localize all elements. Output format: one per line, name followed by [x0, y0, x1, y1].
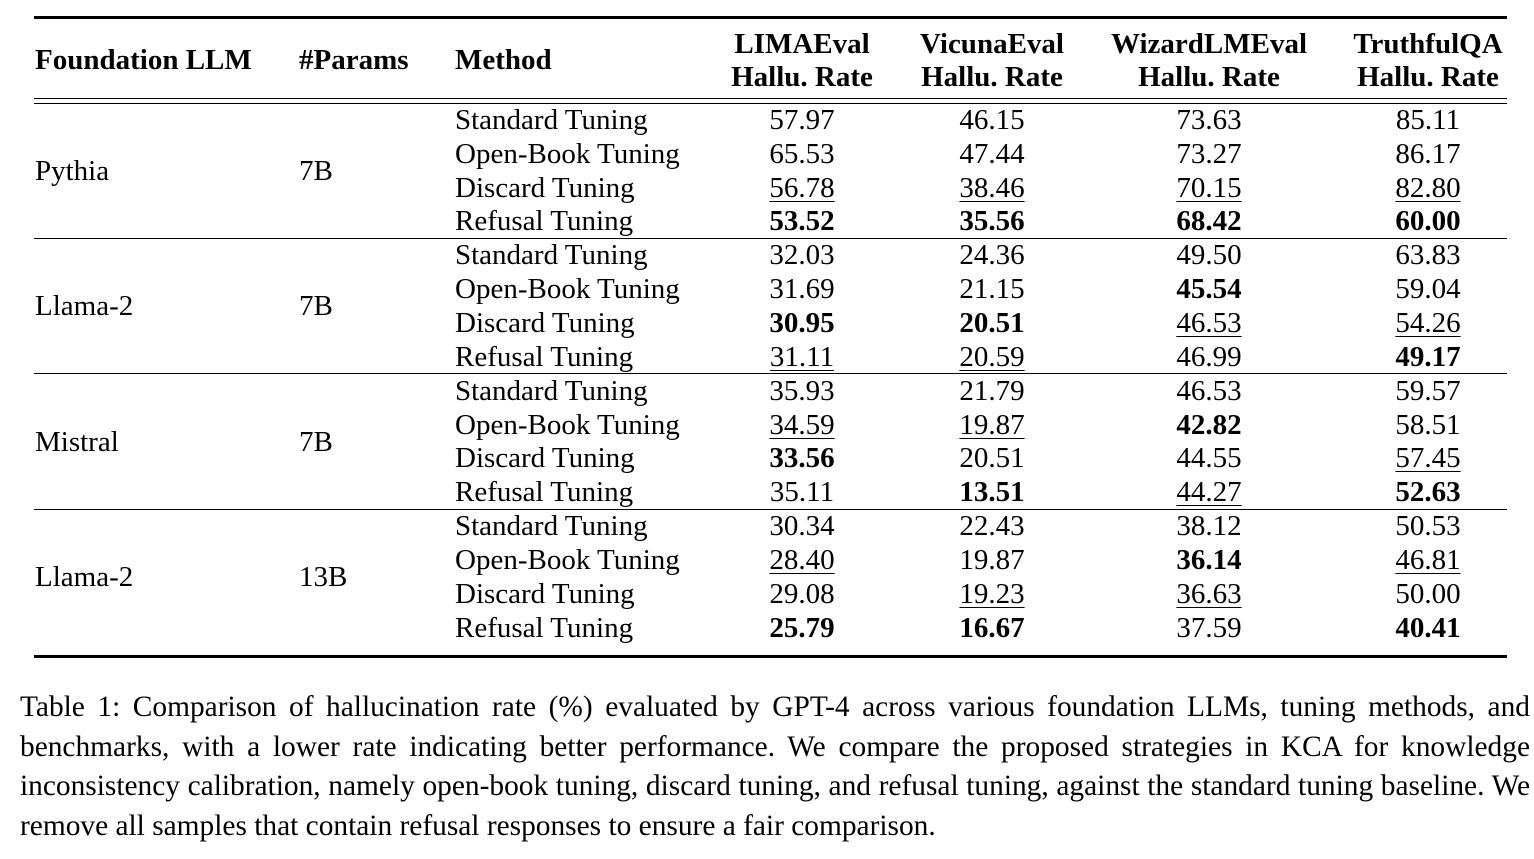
value-truthful: 50.53: [1395, 510, 1461, 543]
param-count: 7B: [299, 290, 333, 323]
value-wizard: 37.59: [1176, 611, 1242, 644]
header-wizardlmeval-line2: Hallu. Rate: [1138, 61, 1280, 93]
value-wizard: 70.15: [1176, 171, 1242, 204]
header-limaeval: [720, 28, 884, 94]
value-wizard: 46.53: [1176, 374, 1242, 407]
value-wizard: 46.99: [1176, 340, 1242, 373]
method-name: Standard Tuning: [455, 239, 648, 272]
value-wizard: 68.42: [1176, 205, 1242, 238]
value-lima: 31.11: [769, 340, 835, 373]
value-wizard: 44.27: [1176, 476, 1242, 509]
table-bottom-rule: [34, 655, 1507, 658]
model-name: Mistral: [35, 425, 119, 458]
value-vicuna: 46.15: [959, 104, 1025, 136]
value-truthful: 82.80: [1395, 171, 1461, 204]
value-truthful: 59.04: [1395, 273, 1461, 306]
value-truthful: 60.00: [1395, 205, 1461, 238]
value-vicuna: 13.51: [959, 476, 1025, 509]
value-vicuna: 19.23: [959, 577, 1025, 610]
value-lima: 33.56: [769, 442, 835, 475]
value-vicuna: 35.56: [959, 205, 1025, 238]
value-truthful: 58.51: [1395, 408, 1461, 441]
value-truthful: 52.63: [1395, 476, 1461, 509]
value-truthful: 50.00: [1395, 577, 1461, 610]
value-lima: 28.40: [769, 544, 835, 576]
value-vicuna: 47.44: [959, 137, 1025, 170]
value-lima: 34.59: [769, 408, 835, 441]
value-vicuna: 20.51: [959, 307, 1025, 339]
value-lima: 65.53: [769, 137, 835, 170]
value-wizard: 46.53: [1176, 307, 1242, 339]
table-top-rule: [34, 16, 1507, 19]
value-truthful: 54.26: [1395, 307, 1461, 339]
value-wizard: 45.54: [1176, 273, 1242, 306]
method-name: Open-Book Tuning: [455, 408, 680, 441]
value-truthful: 40.41: [1395, 611, 1461, 644]
value-lima: 31.69: [769, 273, 835, 306]
value-lima: 30.95: [769, 307, 835, 339]
value-vicuna: 24.36: [959, 239, 1025, 272]
header-method: Method: [455, 44, 552, 76]
header-vicunaeval-line2: Hallu. Rate: [921, 61, 1063, 93]
value-vicuna: 21.79: [959, 374, 1025, 407]
method-name: Standard Tuning: [455, 510, 648, 543]
value-truthful: 57.45: [1395, 442, 1461, 475]
value-vicuna: 22.43: [959, 510, 1025, 543]
method-name: Standard Tuning: [455, 104, 648, 136]
header-truthfulqa: [1340, 28, 1516, 94]
method-name: Refusal Tuning: [455, 611, 634, 644]
value-vicuna: 19.87: [959, 408, 1025, 441]
value-lima: 32.03: [769, 239, 835, 272]
value-vicuna: 20.59: [959, 340, 1025, 373]
method-name: Refusal Tuning: [455, 205, 634, 238]
value-vicuna: 38.46: [959, 171, 1025, 204]
value-wizard: 44.55: [1176, 442, 1242, 475]
header-params: #Params: [299, 44, 409, 76]
method-name: Discard Tuning: [455, 442, 635, 475]
value-lima: 56.78: [769, 171, 835, 204]
model-name: Llama-2: [35, 560, 134, 593]
header-truthfulqa-line2: Hallu. Rate: [1357, 61, 1499, 93]
method-name: Discard Tuning: [455, 307, 635, 339]
method-name: Refusal Tuning: [455, 340, 634, 373]
param-count: 7B: [299, 154, 333, 187]
header-limaeval-line2: Hallu. Rate: [731, 61, 873, 93]
value-truthful: 85.11: [1395, 104, 1461, 136]
value-truthful: 49.17: [1395, 340, 1461, 373]
value-wizard: 73.27: [1176, 137, 1242, 170]
value-vicuna: 21.15: [959, 273, 1025, 306]
method-name: Discard Tuning: [455, 577, 635, 610]
header-truthfulqa-line1: TruthfulQA: [1353, 28, 1503, 60]
header-foundation-llm: Foundation LLM: [35, 44, 252, 76]
value-lima: 29.08: [769, 577, 835, 610]
value-vicuna: 19.87: [959, 544, 1025, 576]
header-wizardlmeval-line1: WizardLMEval: [1110, 28, 1308, 60]
value-lima: 53.52: [769, 205, 835, 238]
value-lima: 30.34: [769, 510, 835, 543]
param-count: 7B: [299, 425, 333, 458]
model-name: Pythia: [35, 154, 110, 187]
table-caption: Table 1: Comparison of hallucination rate (%) evaluated by GPT-4 across various foundation LLMs, tuning methods, and benchmarks, with a lower rate indicating better performance. We compare the proposed strategies in KCA for knowledge inconsistency calibration, namely open-book tuning, discard tuning, and refusal tuning, against the standard tuning baseline. We remove all samples that contain refusal responses to ensure a fair comparison.: [20, 691, 1530, 842]
param-count: 13B: [299, 560, 348, 593]
method-name: Open-Book Tuning: [455, 273, 680, 306]
model-name: Llama-2: [35, 290, 134, 323]
value-wizard: 49.50: [1176, 239, 1242, 272]
value-truthful: 86.17: [1395, 137, 1461, 170]
header-rule-1: [34, 98, 1507, 99]
value-wizard: 36.14: [1176, 544, 1242, 576]
header-vicunaeval-line1: VicunaEval: [920, 28, 1064, 60]
value-wizard: 42.82: [1176, 408, 1242, 441]
value-vicuna: 20.51: [959, 442, 1025, 475]
header-wizardlmeval: [1100, 28, 1318, 94]
value-truthful: 46.81: [1395, 544, 1461, 576]
method-name: Open-Book Tuning: [455, 544, 680, 576]
method-name: Standard Tuning: [455, 374, 648, 407]
value-lima: 35.11: [769, 476, 835, 509]
header-vicunaeval: [904, 28, 1080, 94]
value-vicuna: 16.67: [959, 611, 1025, 644]
value-lima: 57.97: [769, 104, 835, 136]
header-limaeval-line1: LIMAEval: [734, 28, 870, 60]
value-lima: 35.93: [769, 374, 835, 407]
value-wizard: 73.63: [1176, 104, 1242, 136]
value-lima: 25.79: [769, 611, 835, 644]
value-truthful: 63.83: [1395, 239, 1461, 272]
value-truthful: 59.57: [1395, 374, 1461, 407]
value-wizard: 38.12: [1176, 510, 1242, 543]
value-wizard: 36.63: [1176, 577, 1242, 610]
method-name: Refusal Tuning: [455, 476, 634, 509]
method-name: Discard Tuning: [455, 171, 635, 204]
method-name: Open-Book Tuning: [455, 137, 680, 170]
